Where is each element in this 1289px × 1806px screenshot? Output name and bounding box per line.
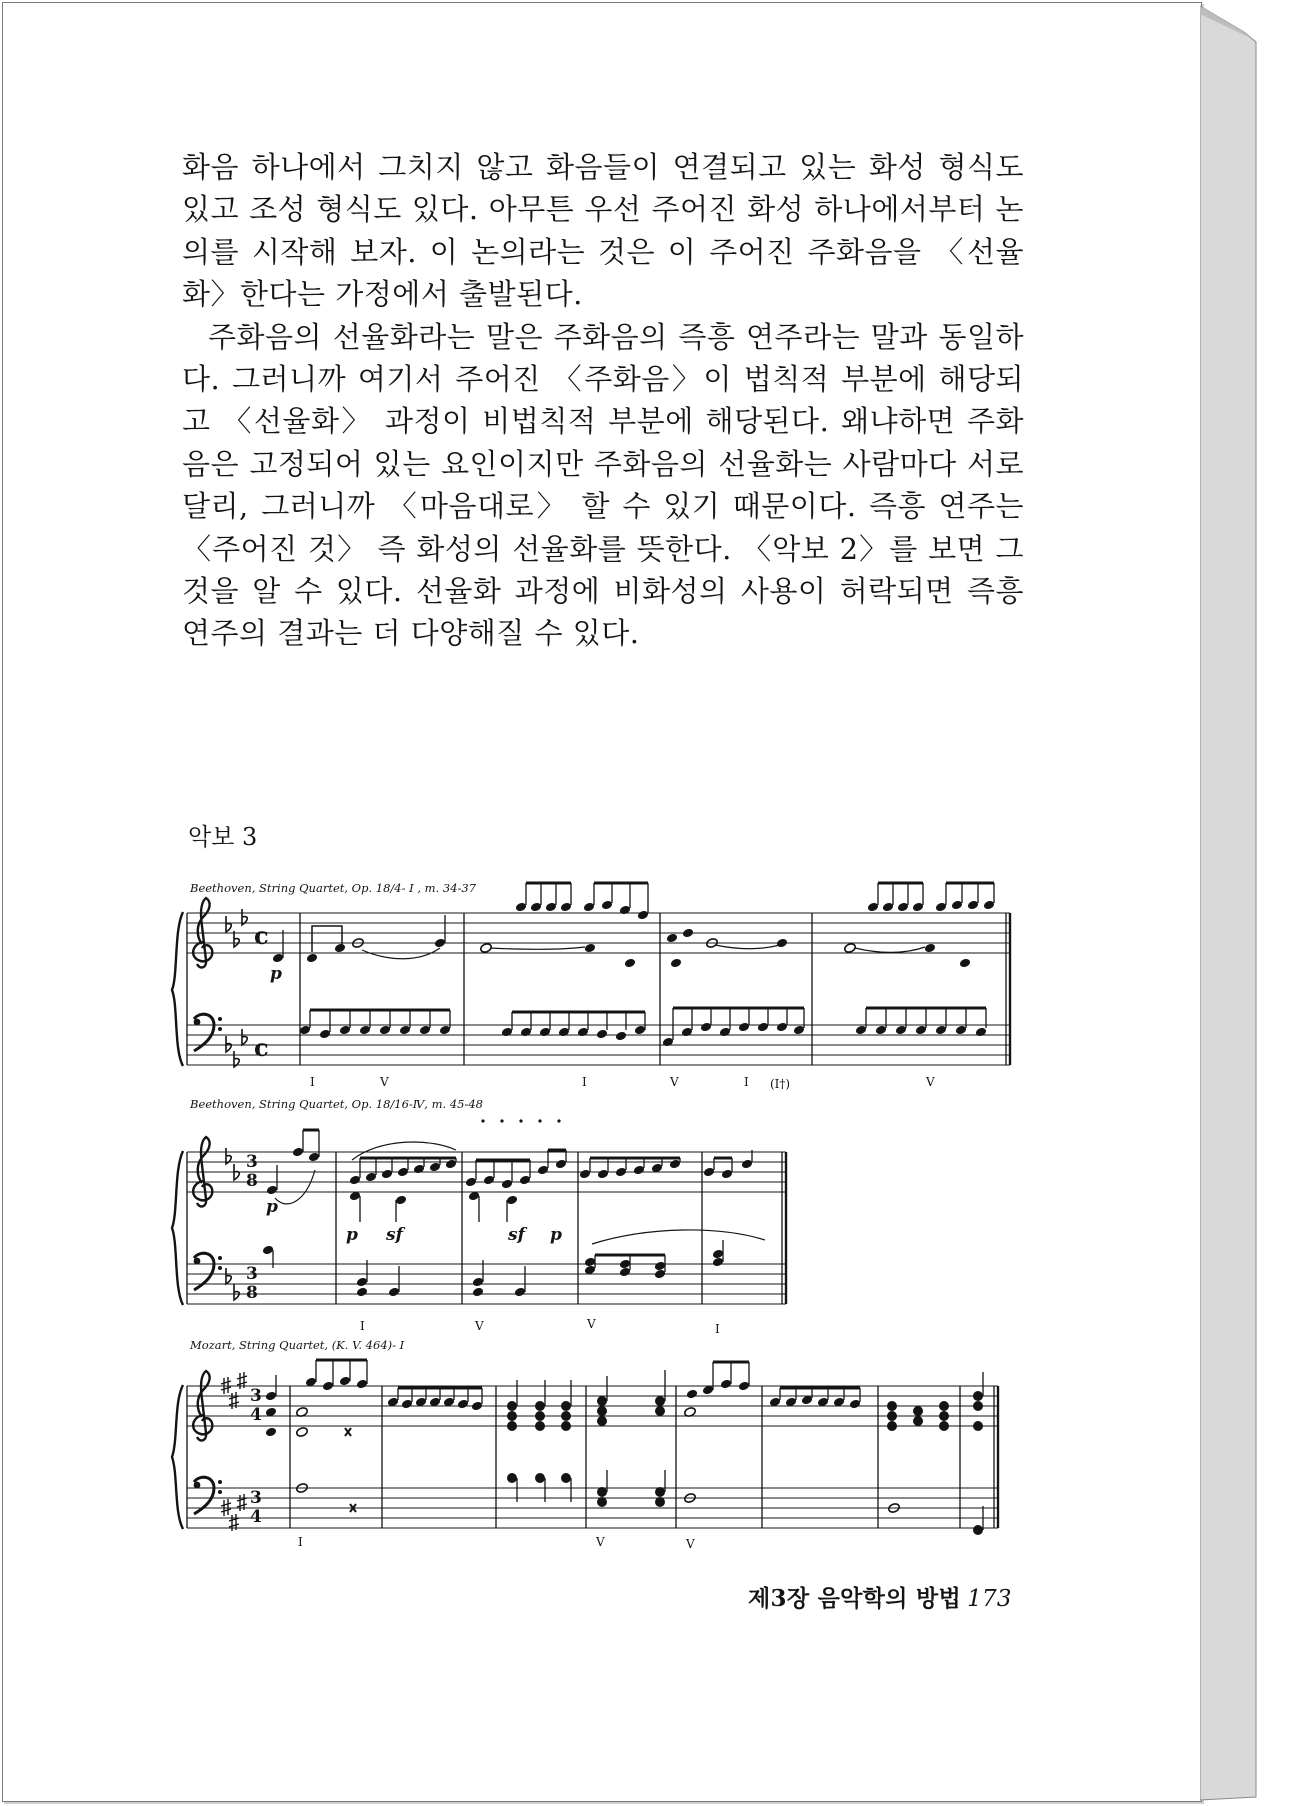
excerpt-2-bass-staff	[187, 1264, 786, 1304]
dynamic-mark: p	[270, 964, 282, 984]
svg-text:4: 4	[250, 1507, 262, 1527]
excerpt-1	[172, 881, 1010, 1091]
roman-numeral: I	[360, 1319, 365, 1333]
excerpt-1-label: Beethoven, String Quartet, Op. 18/4- I , m. 34-37	[190, 881, 477, 895]
svg-text:4: 4	[250, 1405, 262, 1425]
svg-text:8: 8	[246, 1171, 258, 1191]
roman-numeral: V	[686, 1537, 695, 1551]
excerpt-1-brace	[172, 912, 183, 1066]
roman-numeral: I	[744, 1075, 749, 1089]
roman-numeral: V	[596, 1535, 605, 1549]
dynamic-mark: p	[346, 1225, 358, 1245]
svg-text:3: 3	[250, 1488, 262, 1508]
roman-numeral: I	[310, 1075, 315, 1089]
excerpt-2-roman-numerals	[360, 1317, 720, 1336]
roman-numeral: V	[380, 1075, 389, 1089]
page-number: 173	[967, 1586, 1012, 1612]
excerpt-3-treble-staff	[187, 1386, 998, 1426]
roman-numeral: I	[715, 1322, 720, 1336]
dynamic-mark: p	[266, 1197, 278, 1217]
excerpt-2-notes	[262, 1119, 765, 1297]
svg-text:3: 3	[250, 1386, 262, 1406]
roman-numeral: V	[926, 1075, 935, 1089]
paragraph-1: 화음 하나에서 그치지 않고 화음들이 연결되고 있는 화성 형식도 있고 조성 형식도 있다. 아무튼 우선 주어진 화성 하나에서부터 논의를 시작해 보자. 이 논의라는 것은 이 주어진 주화음을 〈선율화〉한다는 가정에서 출발된다.	[182, 150, 1024, 312]
excerpt-3-bass-staff	[187, 1488, 998, 1528]
dynamic-mark: sf	[386, 1225, 403, 1245]
dynamic-mark: p	[550, 1225, 562, 1245]
excerpt-2	[172, 1097, 786, 1336]
roman-numeral: I	[582, 1075, 587, 1089]
excerpt-1-notes	[272, 883, 995, 1047]
svg-text:8: 8	[246, 1283, 258, 1303]
excerpt-1-bass-staff	[187, 1025, 1010, 1065]
roman-numeral: I	[298, 1535, 303, 1549]
svg-text:3: 3	[246, 1152, 258, 1172]
excerpt-2-label: Beethoven, String Quartet, Op. 18/16-Ⅳ, m. 45-48	[190, 1097, 483, 1111]
chapter-title: 제3장 음악학의 방법	[748, 1585, 962, 1612]
svg-text:3: 3	[246, 1264, 258, 1284]
excerpt-1-barlines	[187, 913, 1010, 1065]
excerpt-1-roman-numerals	[310, 1075, 935, 1091]
paragraph-2: 주화음의 선율화라는 말은 주화음의 즉흥 연주라는 말과 동일하다. 그러니까 여기서 주어진 〈주화음〉이 법칙적 부분에 해당되고 〈선율화〉 과정이 비법칙적 부분에 해당된다. 왜냐하면 주화음은 고정되어 있는 요인이지만 주화음의 선율화는 사람마다 서로 달리, 그러니까 〈마음대로〉 할 수 있기 때문이다. 즉흥 연주는 〈주어진 것〉 즉 화성의 선율화를 뜻한다. 〈악보 2〉를 보면 그것을 알 수 있다. 선율화 과정에 비화성의 사용이 허락되면 즉흥 연주의 결과는 더 다양해질 수 있다.	[182, 319, 1024, 651]
svg-text:c: c	[254, 1033, 269, 1062]
roman-numeral: V	[587, 1317, 596, 1331]
excerpt-3	[172, 1338, 998, 1551]
score-title: 악보 3	[188, 823, 258, 851]
roman-numeral: V	[475, 1319, 484, 1333]
dynamic-mark: sf	[508, 1225, 525, 1245]
excerpt-3-label: Mozart, String Quartet, (K. V. 464)- I	[190, 1338, 405, 1352]
excerpt-1-treble-staff	[187, 913, 1010, 953]
svg-text:c: c	[254, 921, 269, 950]
page-footer	[748, 1580, 1012, 1613]
excerpt-2-brace	[172, 1151, 183, 1305]
roman-numeral: (I†)	[770, 1077, 791, 1091]
excerpt-2-dynamics	[266, 1197, 562, 1245]
excerpt-3-roman-numerals	[298, 1535, 695, 1551]
excerpt-3-barlines	[187, 1386, 998, 1528]
roman-numeral: V	[670, 1075, 679, 1089]
excerpt-3-brace	[172, 1385, 183, 1529]
